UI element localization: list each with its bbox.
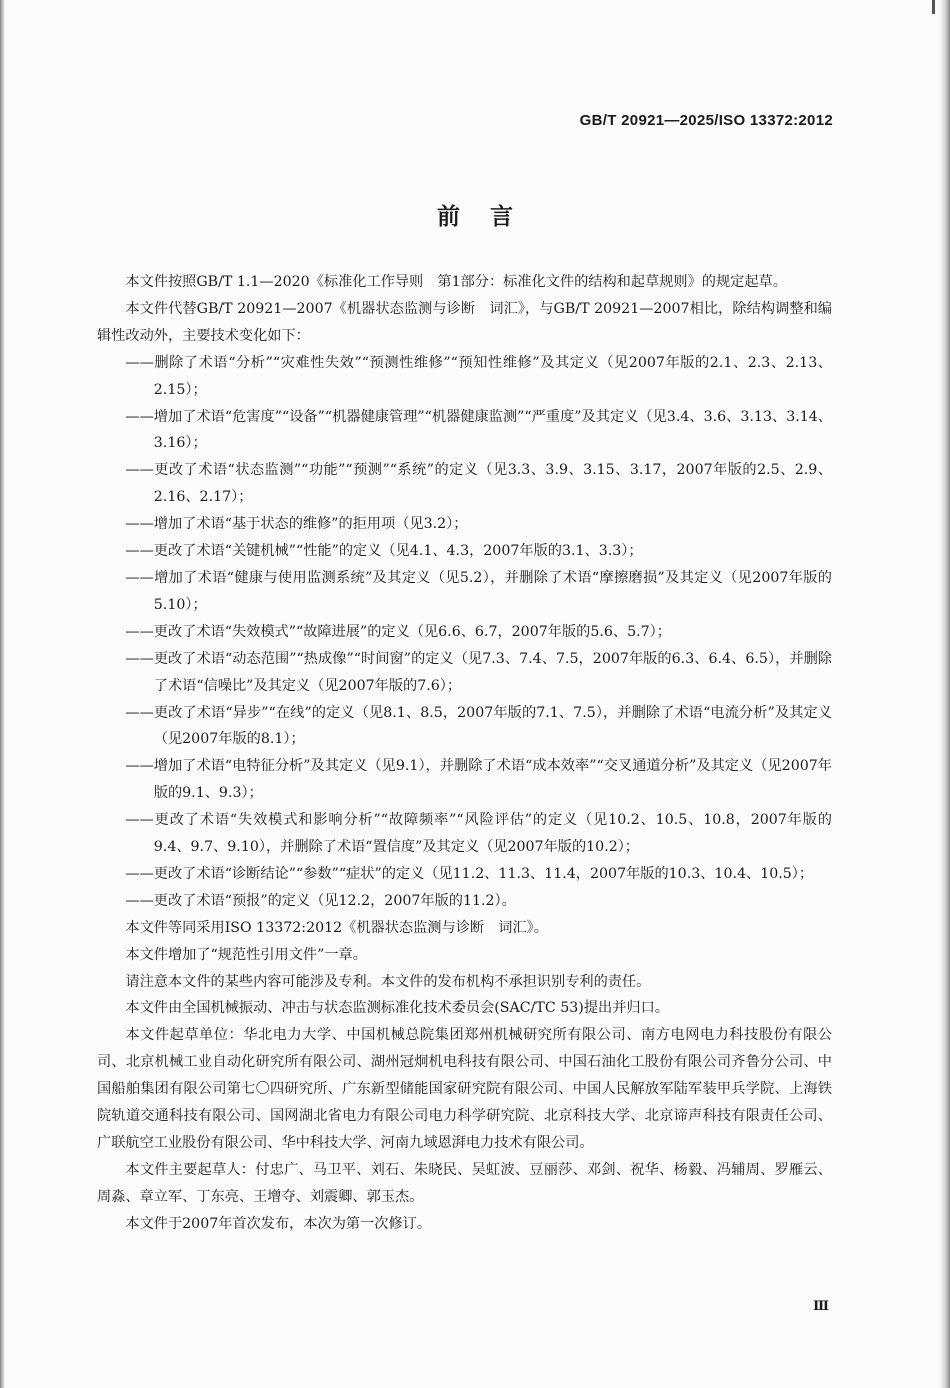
adoption-statement: 本文件等同采用ISO 13372:2012《机器状态监测与诊断 词汇》。 <box>125 919 548 936</box>
foreword-body <box>97 269 832 1238</box>
change-item: ——更改了术语“诊断结论”“参数”“症状”的定义（见11.2、11.3、11.4，2007年版的10.3、10.4、10.5）； <box>125 865 814 882</box>
added-chapter-statement: 本文件增加了“规范性引用文件”一章。 <box>125 946 367 963</box>
intro-paragraph-2: 本文件代替GB/T 20921—2007《机器状态监测与诊断 词汇》，与GB/T 20921—2007相比，除结构调整和编辑性改动外，主要技术变化如下： <box>97 300 832 344</box>
page-title: 前言 <box>437 204 543 230</box>
change-item: ——增加了术语“健康与使用监测系统”及其定义（见5.2），并删除了术语“摩擦磨损”及其定义（见2007年版的5.10）； <box>125 569 832 613</box>
page-number: Ⅲ <box>813 1299 829 1314</box>
change-item: ——增加了术语“基于状态的维修”的拒用项（见3.2）； <box>125 516 468 533</box>
standard-number: GB/T 20921—2025/ISO 13372:2012 <box>579 112 833 129</box>
change-item: ——更改了术语“动态范围”“热成像”“时间窗”的定义（见7.3、7.4、7.5，2007年版的6.3、6.4、6.5），并删除了术语“信噪比”及其定义（见2007年版的7.6）； <box>125 650 832 694</box>
scan-corner-mark <box>932 0 935 14</box>
change-item: ——更改了术语“预报”的定义（见12.2，2007年版的11.2）。 <box>125 892 516 909</box>
change-item: ——增加了术语“电特征分析”及其定义（见9.1），并删除了术语“成本效率”“交叉通道分析”及其定义（见2007年版的9.1、9.3）； <box>125 758 832 802</box>
drafting-organizations: 本文件起草单位：华北电力大学、中国机械总院集团郑州机械研究所有限公司、南方电网电力科技股份有限公司、北京机械工业自动化研究所有限公司、湖州冠炯机电科技有限公司、中国石油化工股份有限公司齐鲁分公司、中国船舶集团有限公司第七〇四研究所、广东新型储能国家研究院有限公司、中国人民解放军陆军装甲兵学院、上海铁院轨道交通科技有限公司、国网湖北省电力有限公司电力科学研究院、北京科技大学、北京谛声科技有限责任公司、广联航空工业股份有限公司、华中科技大学、河南九域恩湃电力技术有限公司。 <box>97 1027 832 1151</box>
change-item: ——更改了术语“失效模式”“故障进展”的定义（见6.6、6.7，2007年版的5.6、5.7）； <box>125 623 671 640</box>
committee-statement: 本文件由全国机械振动、冲击与状态监测标准化技术委员会(SAC/TC 53)提出并归口。 <box>125 1000 669 1017</box>
change-item: ——更改了术语“状态监测”“功能”“预测”“系统”的定义（见3.3、3.9、3.15、3.17，2007年版的2.5、2.9、2.16、2.17）； <box>125 462 832 506</box>
publication-history: 本文件于2007年首次发布，本次为第一次修订。 <box>125 1215 432 1232</box>
drafters: 本文件主要起草人：付忠广、马卫平、刘石、朱晓民、吴虹波、豆丽莎、邓剑、祝华、杨毅、冯辅周、罗雁云、周淼、章立军、丁东亮、王增夺、刘震卿、郭玉杰。 <box>97 1161 832 1205</box>
technical-changes-list <box>97 350 832 915</box>
change-item: ——更改了术语“异步”“在线”的定义（见8.1、8.5，2007年版的7.1、7.5），并删除了术语“电流分析”及其定义（见2007年版的8.1）； <box>125 704 832 748</box>
change-item: ——更改了术语“失效模式和影响分析”“故障频率”“风险评估”的定义（见10.2、10.5、10.8，2007年版的9.4、9.7、9.10），并删除了术语“置信度”及其定义（见2007年版的10.2）； <box>125 812 832 856</box>
intro-paragraph-1: 本文件按照GB/T 1.1—2020《标准化工作导则 第1部分：标准化文件的结构和起草规则》的规定起草。 <box>125 274 787 290</box>
change-item: ——删除了术语“分析”“灾难性失效”“预测性维修”“预知性维修”及其定义（见2007年版的2.1、2.3、2.13、2.15）； <box>125 354 832 398</box>
patent-notice: 请注意本文件的某些内容可能涉及专利。本文件的发布机构不承担识别专利的责任。 <box>125 973 651 990</box>
change-item: ——增加了术语“危害度”“设备”“机器健康管理”“机器健康监测”“严重度”及其定义（见3.4、3.6、3.13、3.14、3.16）； <box>125 408 832 452</box>
change-item: ——更改了术语“关键机械”“性能”的定义（见4.1、4.3，2007年版的3.1、3.3）； <box>125 543 643 560</box>
